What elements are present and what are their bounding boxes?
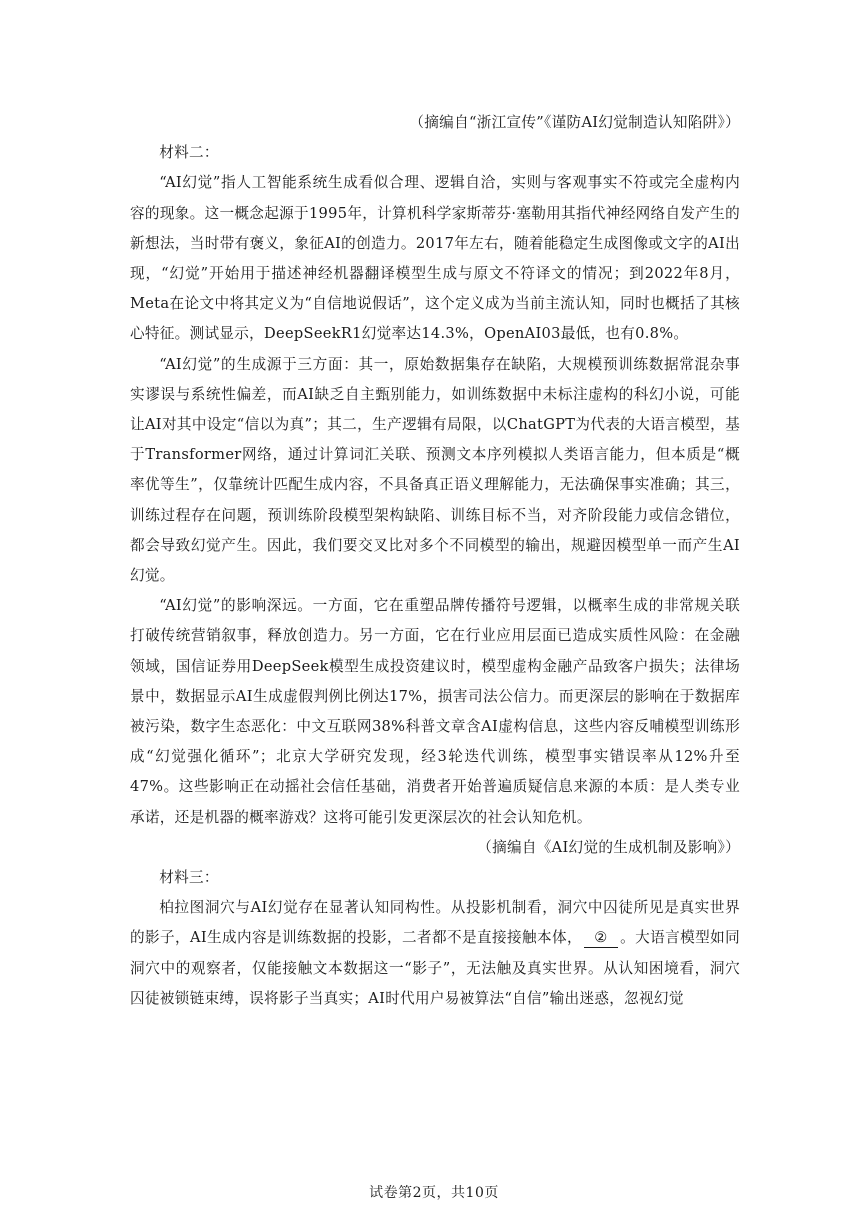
material-3-text-after-blank: 。大语言模型如同洞穴中的观察者，仅能接触文本数据这一“影子”，无法触及真实世界。从认知困境看，洞穴囚徒被锁链束缚，误将影子当真实；AI时代用户易被算法“自信”输出迷惑，忽视幻觉	[130, 929, 740, 1007]
material-2-paragraph-2: “AI幻觉”的生成源于三方面：其一，原始数据集存在缺陷，大规模预训练数据常混杂事实谬误与系统性偏差，而AI缺乏自主甄别能力，如训练数据中未标注虚构的科幻小说，可能让AI对其中设定“信以为真”；其二，生产逻辑有局限，以ChatGPT为代表的大语言模型，基于Transformer网络，通过计算词汇关联、预测文本序列模拟人类语言能力，但本质是“概率优等生”，仅靠统计匹配生成内容，不具备真正语义理解能力，无法确保事实准确；其三，训练过程存在问题，预训练阶段模型架构缺陷、训练目标不当，对齐阶段能力或信念错位，都会导致幻觉产生。因此，我们要交叉比对多个不同模型的输出，规避因模型单一而产生AI幻觉。	[130, 355, 740, 585]
page-content	[130, 108, 740, 1014]
fill-blank-2: ②	[584, 929, 618, 948]
page-footer: 试卷第2页，共10页	[369, 1185, 499, 1201]
material-2-paragraph-3: “AI幻觉”的影响深远。一方面，它在重塑品牌传播符号逻辑，以概率生成的非常规关联打破传统营销叙事，释放创造力。另一方面，它在行业应用层面已造成实质性风险：在金融领域，国信证券用DeepSeek模型生成投资建议时，模型虚构金融产品致客户损失；法律场景中，数据显示AI生成虚假判例比例达17%，损害司法公信力。而更深层的影响在于数据库被污染，数字生态恶化：中文互联网38%科普文章含AI虚构信息，这些内容反哺模型训练形成“幻觉强化循环”；北京大学研究发现，经3轮迭代训练，模型事实错误率从12%升至47%。这些影响正在动摇社会信任基础，消费者开始普遍质疑信息来源的本质：是人类专业承诺，还是机器的概率游戏？这将可能引发更深层次的社会认知危机。	[130, 597, 740, 826]
source-citation-2: （摘编自《AI幻觉的生成机制及影响》）	[477, 838, 740, 856]
source-citation-1: （摘编自“浙江宣传”《谨防AI幻觉制造认知陷阱》）	[409, 114, 740, 131]
material-3-text-before-blank: 柏拉图洞穴与AI幻觉存在显著认知同构性。从投影机制看，洞穴中囚徒所见是真实世界的影子，AI生成内容是训练数据的投影，二者都不是直接接触本体，	[130, 899, 740, 947]
material-2-heading: 材料二：	[159, 144, 219, 162]
material-3-paragraph-1	[130, 893, 740, 1014]
material-2-paragraph-1: “AI幻觉”指人工智能系统生成看似合理、逻辑自洽，实则与客观事实不符或完全虚构内容的现象。这一概念起源于1995年，计算机科学家斯蒂芬·塞勒用其指代神经网络自发产生的新想法，当时带有褒义，象征AI的创造力。2017年左右，随着能稳定生成图像或文字的AI出现，“幻觉”开始用于描述神经机器翻译模型生成与原文不符译文的情况；到2022年8月，Meta在论文中将其定义为“自信地说假话”，这个定义成为当前主流认知，同时也概括了其核心特征。测试显示，DeepSeekR1幻觉率达14.3%，OpenAI03最低，也有0.8%。	[130, 174, 740, 343]
material-3-heading: 材料三：	[159, 869, 219, 887]
